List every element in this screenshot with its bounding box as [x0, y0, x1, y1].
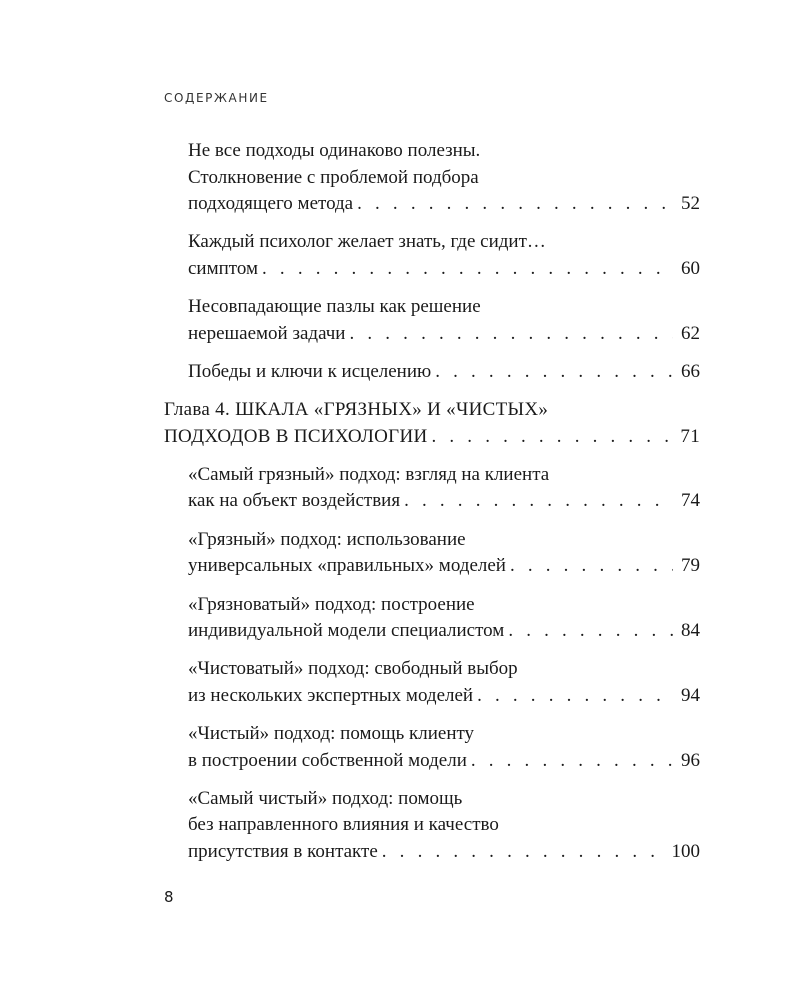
running-head: СОДЕРЖАНИЕ [164, 91, 269, 105]
toc-page-number: 66 [681, 360, 700, 382]
toc-page-number: 74 [681, 490, 700, 512]
toc-entry-line: Не все подходы одинаково полезны. [188, 140, 481, 161]
toc-entry-line: «Самый чистый» подход: помощь [188, 787, 463, 809]
toc-entry-title-end: Победы и ключи к исцелению [188, 360, 432, 382]
toc-entry-title-end: универсальных «правильных» моделей [188, 555, 506, 577]
toc-entry-line: без направленного влияния и качество [188, 814, 499, 836]
dot-leader [471, 748, 673, 775]
toc-entry [164, 527, 700, 580]
dot-leader [404, 488, 673, 515]
toc-entry-title-end: симптом [188, 257, 259, 279]
dot-leader [477, 683, 673, 710]
toc-entry-final-line [188, 748, 700, 775]
dot-leader [432, 424, 673, 451]
toc-entry-title-end: подходящего метода [188, 193, 354, 214]
toc-entry [164, 786, 700, 866]
page-number: 8 [164, 888, 174, 906]
table-of-contents [164, 138, 700, 877]
toc-entry [164, 294, 700, 347]
toc-entry-line: «Самый грязный» подход: взгляд на клиента [188, 463, 550, 485]
toc-page-number: 71 [680, 425, 700, 447]
toc-page-number: 60 [681, 257, 700, 279]
toc-entry-title-end: в построении собственной модели [188, 749, 467, 771]
toc-entry [164, 359, 700, 386]
toc-entry-line: «Чистый» подход: помощь клиенту [188, 723, 475, 745]
toc-entry-line: Столкновение с проблемой подбора [188, 166, 479, 188]
toc-entry-final-line [164, 424, 700, 451]
toc-entry-final-line [188, 553, 700, 580]
toc-entry-final-line [188, 618, 700, 645]
toc-entry-final-line [188, 256, 700, 283]
toc-page-number: 94 [681, 684, 700, 706]
toc-entry-line: Несовпадающие пазлы как решение [188, 296, 481, 318]
toc-entry [164, 721, 700, 774]
toc-entry-title-end: индивидуальной модели специалистом [188, 620, 505, 642]
toc-page-number: 62 [681, 322, 700, 344]
toc-entry-final-line [188, 191, 700, 218]
toc-entry-final-line [188, 359, 700, 386]
dot-leader [262, 256, 673, 283]
toc-entry [164, 656, 700, 709]
toc-entry-line: Глава 4. ШКАЛА «ГРЯЗНЫХ» И «ЧИСТЫХ» [164, 399, 549, 421]
dot-leader [508, 618, 673, 645]
toc-page-number: 100 [671, 840, 700, 862]
toc-entry-line: «Грязноватый» подход: построение [188, 593, 475, 615]
toc-page-number: 96 [681, 749, 700, 771]
dot-leader [435, 359, 673, 386]
toc-chapter-entry [164, 397, 700, 450]
toc-entry-title-end: присутствия в контакте [188, 840, 378, 862]
toc-entry-line: Каждый психолог желает знать, где сидит… [188, 231, 546, 253]
toc-entry [164, 592, 700, 645]
dot-leader [349, 321, 673, 348]
dot-leader [510, 553, 673, 580]
toc-entry-title-end: нерешаемой задачи [188, 322, 346, 344]
dot-leader [357, 191, 673, 218]
toc-entry-final-line [188, 683, 700, 710]
toc-entry-title-end: ПОДХОДОВ В ПСИХОЛОГИИ [164, 425, 428, 447]
toc-entry-title-end: из нескольких экспертных моделей [188, 684, 474, 706]
toc-entry-final-line [188, 839, 700, 866]
toc-entry [164, 229, 700, 282]
toc-entry [164, 462, 700, 515]
toc-page-number: 79 [681, 555, 700, 577]
toc-page-number: 52 [681, 193, 700, 214]
toc-entry-final-line [188, 321, 700, 348]
toc-entry-title-end: как на объект воздействия [188, 490, 401, 512]
toc-entry-line: «Чистоватый» подход: свободный выбор [188, 658, 518, 680]
toc-entry [164, 138, 700, 218]
toc-page-number: 84 [681, 620, 700, 642]
dot-leader [382, 839, 664, 866]
toc-entry-final-line [188, 488, 700, 515]
toc-entry-line: «Грязный» подход: использование [188, 528, 466, 550]
